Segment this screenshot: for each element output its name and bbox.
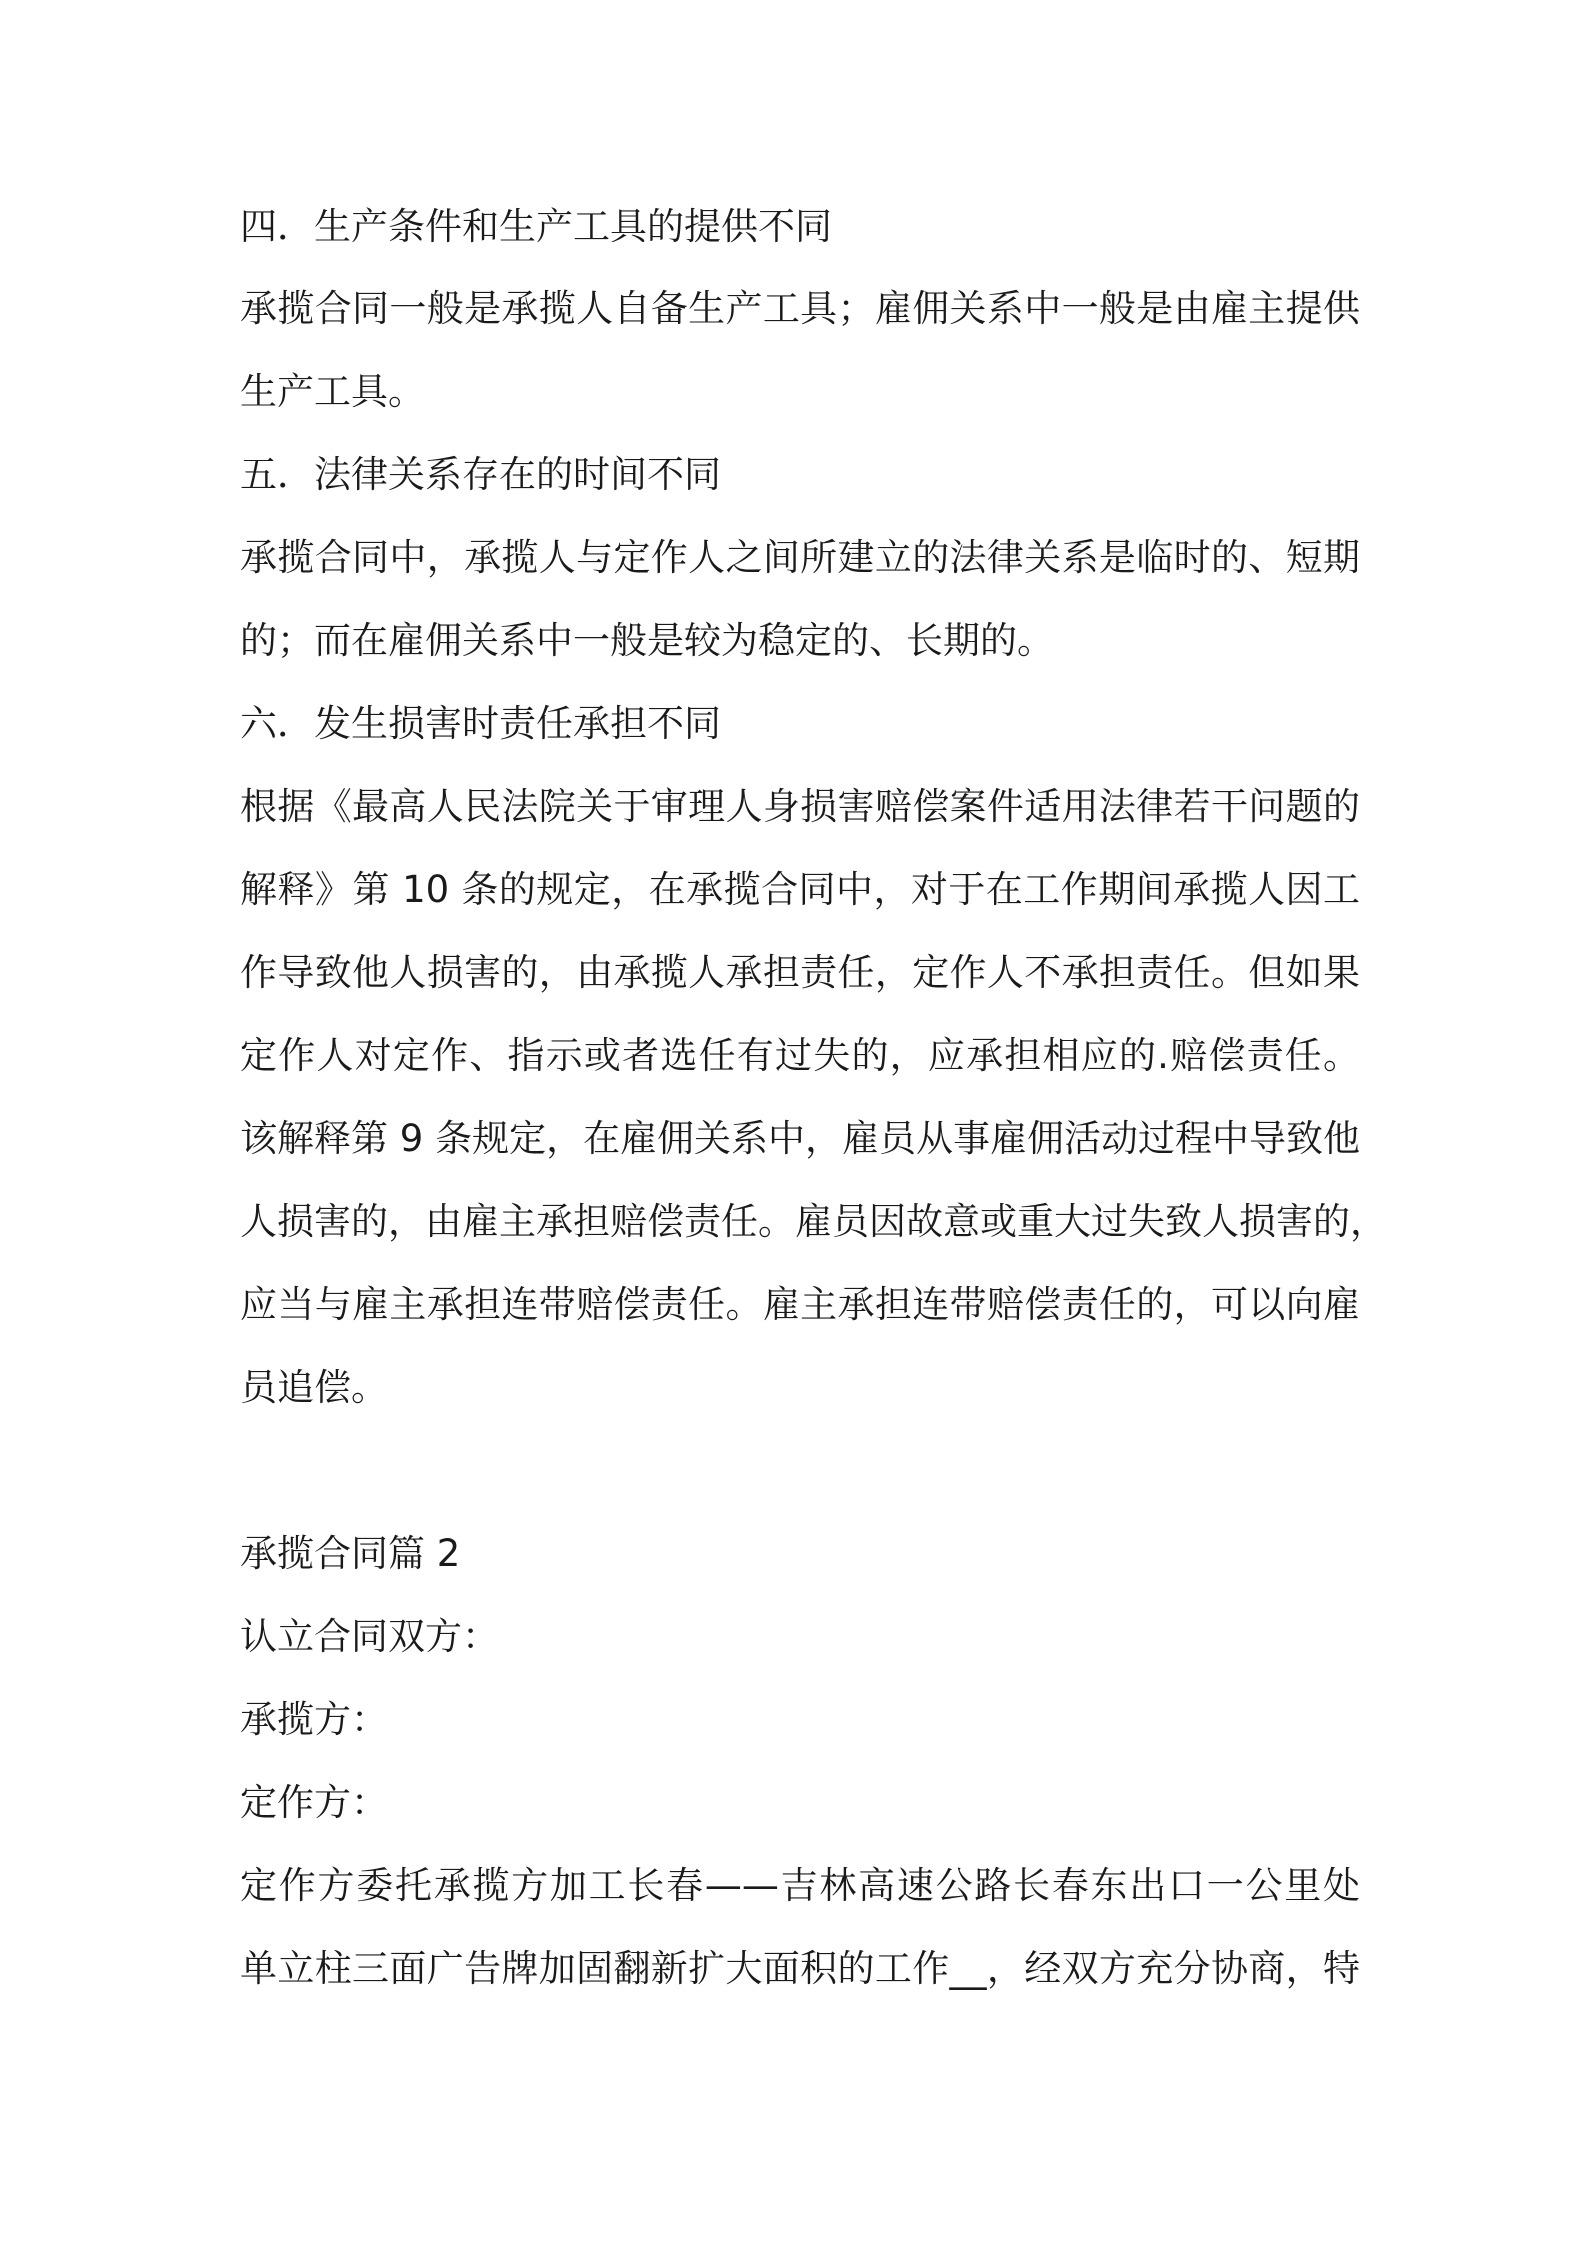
- paragraph-line: 的；而在雇佣关系中一般是较为稳定的、长期的。: [240, 619, 1054, 662]
- paragraph-line: 定作人对定作、指示或者选任有过失的，应承担相应的.赔偿责任。: [240, 1034, 1360, 1077]
- paragraph-line: 应当与雇主承担连带赔偿责任。雇主承担连带赔偿责任的，可以向雇: [240, 1283, 1360, 1326]
- parties-label: 认立合同双方：: [240, 1615, 499, 1658]
- paragraph-line: 人损害的，由雇主承担赔偿责任。雇员因故意或重大过失致人损害的，: [240, 1200, 1387, 1243]
- paragraph-line: 该解释第 9 条规定，在雇佣关系中，雇员从事雇佣活动过程中导致他: [240, 1117, 1361, 1160]
- heading-five: 五．法律关系存在的时间不同: [240, 453, 721, 496]
- client-label: 定作方：: [240, 1781, 388, 1824]
- contractor-label: 承揽方：: [240, 1698, 388, 1741]
- paragraph-line: 根据《最高人民法院关于审理人身损害赔偿案件适用法律若干问题的: [240, 785, 1360, 828]
- paragraph-line: 解释》第 10 条的规定，在承揽合同中，对于在工作期间承揽人因工: [240, 868, 1360, 911]
- paragraph-line: 定作方委托承揽方加工长春——吉林高速公路长春东出口一公里处: [240, 1864, 1360, 1907]
- paragraph-line: 承揽合同中，承揽人与定作人之间所建立的法律关系是临时的、短期: [240, 536, 1360, 579]
- paragraph-line: 生产工具。: [240, 370, 425, 413]
- paragraph-line: 承揽合同一般是承揽人自备生产工具；雇佣关系中一般是由雇主提供: [240, 287, 1360, 330]
- heading-four: 四．生产条件和生产工具的提供不同: [240, 205, 832, 248]
- paragraph-line: 员追偿。: [240, 1366, 388, 1409]
- heading-six: 六．发生损害时责任承担不同: [240, 702, 721, 745]
- section-title: 承揽合同篇 2: [240, 1532, 461, 1575]
- paragraph-line: 单立柱三面广告牌加固翻新扩大面积的工作__，经双方充分协商，特: [240, 1947, 1360, 1990]
- paragraph-line: 作导致他人损害的，由承揽人承担责任，定作人不承担责任。但如果: [240, 951, 1360, 994]
